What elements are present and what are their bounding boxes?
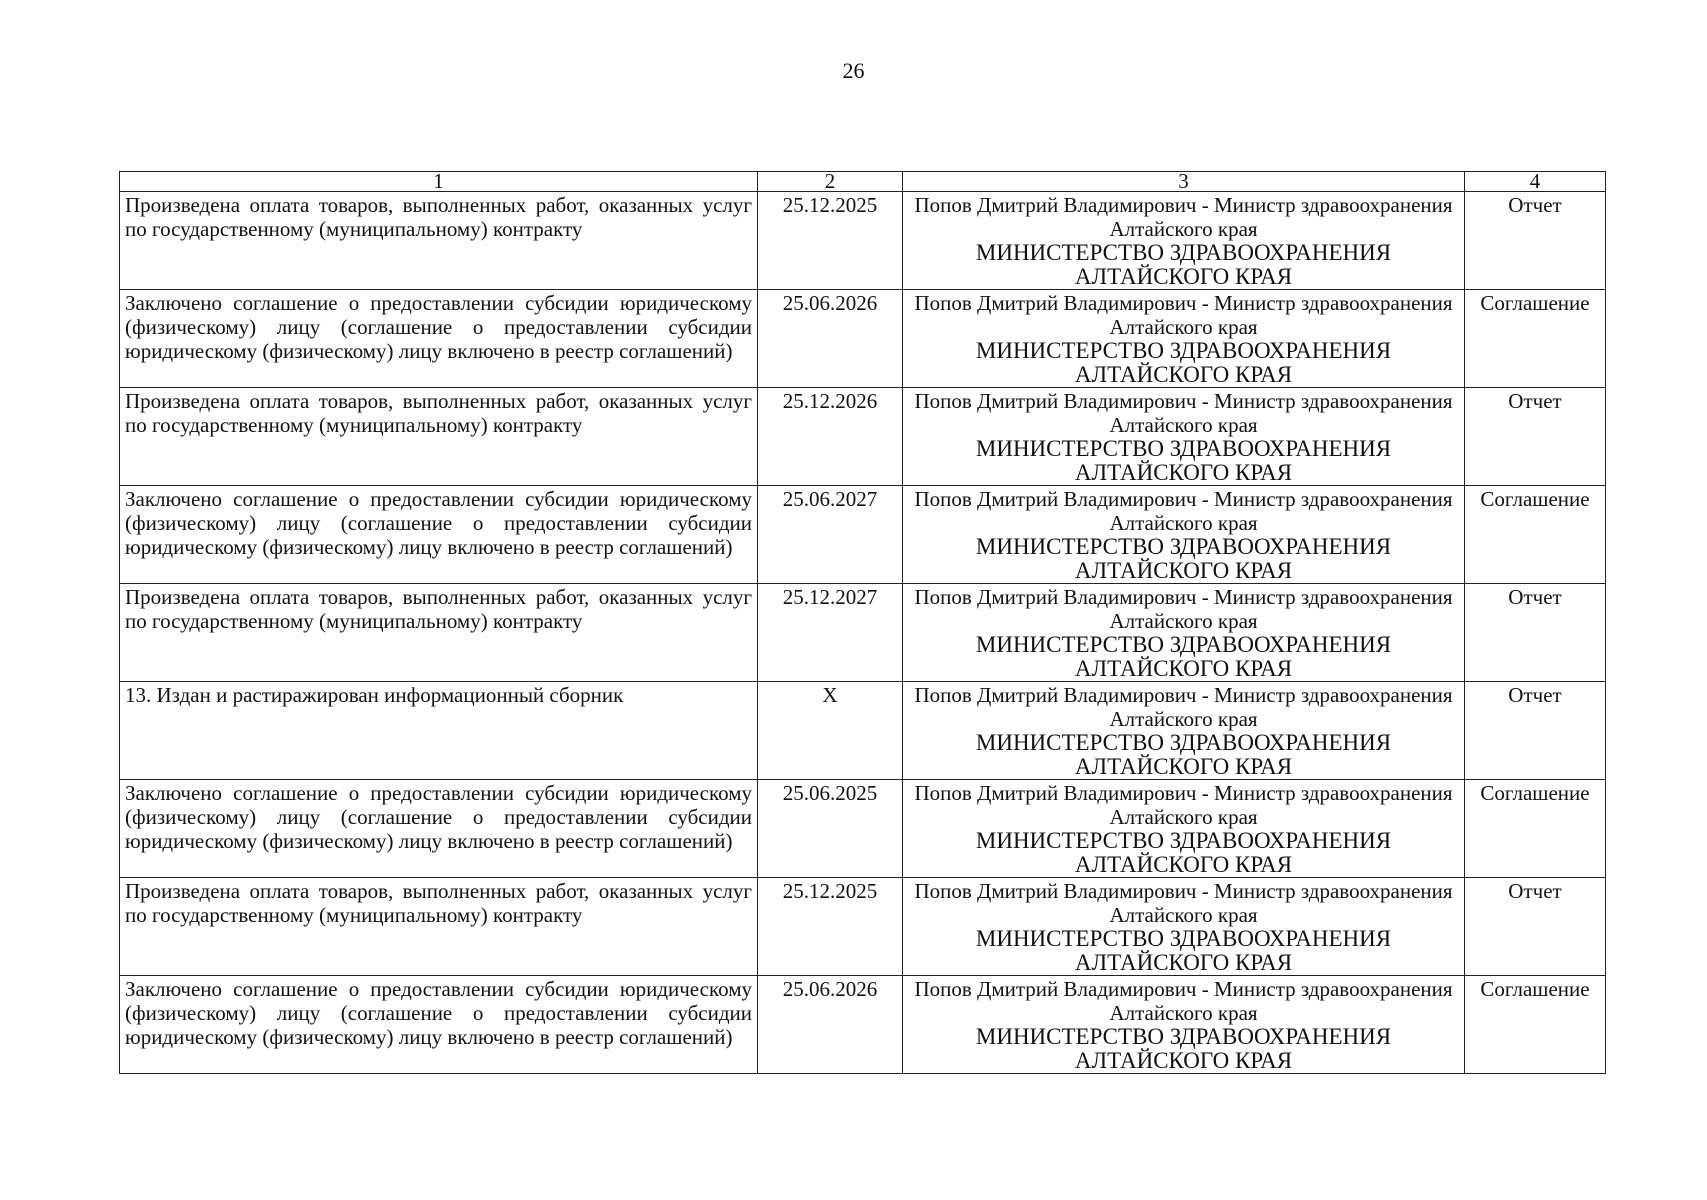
date-cell: 25.12.2026 — [758, 388, 903, 486]
date-cell: 25.12.2027 — [758, 584, 903, 682]
responsible-person: Попов Дмитрий Владимирович - Министр здравоохранения Алтайского края — [914, 193, 1453, 241]
responsible-person: Попов Дмитрий Владимирович - Министр здравоохранения Алтайского края — [914, 585, 1453, 633]
document-type-cell: Отчет — [1465, 682, 1606, 780]
header-row — [120, 172, 1606, 192]
responsible-cell — [903, 682, 1465, 780]
responsible-organization: МИНИСТЕРСТВО ЗДРАВООХРАНЕНИЯ АЛТАЙСКОГО КРАЯ — [975, 436, 1392, 485]
document-type-cell: Соглашение — [1465, 780, 1606, 878]
responsible-organization: МИНИСТЕРСТВО ЗДРАВООХРАНЕНИЯ АЛТАЙСКОГО КРАЯ — [975, 338, 1392, 387]
responsible-organization: МИНИСТЕРСТВО ЗДРАВООХРАНЕНИЯ АЛТАЙСКОГО КРАЯ — [975, 730, 1392, 779]
responsible-organization: МИНИСТЕРСТВО ЗДРАВООХРАНЕНИЯ АЛТАЙСКОГО КРАЯ — [975, 632, 1392, 681]
date-cell: 25.06.2026 — [758, 976, 903, 1074]
responsible-cell — [903, 878, 1465, 976]
responsible-person: Попов Дмитрий Владимирович - Министр здравоохранения Алтайского края — [914, 879, 1453, 927]
table-body — [120, 192, 1606, 1074]
responsible-cell — [903, 290, 1465, 388]
document-type-cell: Отчет — [1465, 192, 1606, 290]
responsible-organization: МИНИСТЕРСТВО ЗДРАВООХРАНЕНИЯ АЛТАЙСКОГО КРАЯ — [975, 828, 1392, 877]
event-cell: Заключено соглашение о предоставлении субсидии юридическому (физическому) лицу (соглашение о предоставлении субсидии юридическому (физическому) лицу включено в реестр соглашений) — [120, 290, 758, 388]
header-col-2: 2 — [758, 172, 903, 192]
header-col-1: 1 — [120, 172, 758, 192]
date-cell: X — [758, 682, 903, 780]
responsible-person: Попов Дмитрий Владимирович - Министр здравоохранения Алтайского края — [914, 389, 1453, 437]
table-row — [120, 192, 1606, 290]
event-cell: 13. Издан и растиражирован информационный сборник — [120, 682, 758, 780]
header-col-4: 4 — [1465, 172, 1606, 192]
date-cell: 25.06.2025 — [758, 780, 903, 878]
responsible-cell — [903, 388, 1465, 486]
event-cell: Произведена оплата товаров, выполненных работ, оказанных услуг по государственному (муниципальному) контракту — [120, 388, 758, 486]
event-cell: Заключено соглашение о предоставлении субсидии юридическому (физическому) лицу (соглашение о предоставлении субсидии юридическому (физическому) лицу включено в реестр соглашений) — [120, 486, 758, 584]
document-type-cell: Соглашение — [1465, 486, 1606, 584]
schedule-table — [119, 171, 1606, 1074]
event-cell: Произведена оплата товаров, выполненных работ, оказанных услуг по государственному (муниципальному) контракту — [120, 192, 758, 290]
table-row — [120, 388, 1606, 486]
header-col-3: 3 — [903, 172, 1465, 192]
page-number: 26 — [842, 58, 865, 83]
responsible-organization: МИНИСТЕРСТВО ЗДРАВООХРАНЕНИЯ АЛТАЙСКОГО КРАЯ — [975, 240, 1392, 289]
responsible-cell — [903, 486, 1465, 584]
event-cell: Произведена оплата товаров, выполненных работ, оказанных услуг по государственному (муниципальному) контракту — [120, 584, 758, 682]
table-row — [120, 878, 1606, 976]
table-row — [120, 976, 1606, 1074]
responsible-person: Попов Дмитрий Владимирович - Министр здравоохранения Алтайского края — [914, 977, 1453, 1025]
document-type-cell: Соглашение — [1465, 290, 1606, 388]
responsible-cell — [903, 780, 1465, 878]
responsible-cell — [903, 976, 1465, 1074]
responsible-organization: МИНИСТЕРСТВО ЗДРАВООХРАНЕНИЯ АЛТАЙСКОГО КРАЯ — [975, 926, 1392, 975]
table-row — [120, 780, 1606, 878]
date-cell: 25.12.2025 — [758, 192, 903, 290]
date-cell: 25.06.2027 — [758, 486, 903, 584]
document-type-cell: Отчет — [1465, 584, 1606, 682]
date-cell: 25.12.2025 — [758, 878, 903, 976]
document-type-cell: Соглашение — [1465, 976, 1606, 1074]
responsible-person: Попов Дмитрий Владимирович - Министр здравоохранения Алтайского края — [914, 683, 1453, 731]
table-row — [120, 584, 1606, 682]
responsible-person: Попов Дмитрий Владимирович - Министр здравоохранения Алтайского края — [914, 487, 1453, 535]
date-cell: 25.06.2026 — [758, 290, 903, 388]
responsible-cell — [903, 192, 1465, 290]
event-cell: Заключено соглашение о предоставлении субсидии юридическому (физическому) лицу (соглашение о предоставлении субсидии юридическому (физическому) лицу включено в реестр соглашений) — [120, 780, 758, 878]
table-row — [120, 486, 1606, 584]
event-cell: Заключено соглашение о предоставлении субсидии юридическому (физическому) лицу (соглашение о предоставлении субсидии юридическому (физическому) лицу включено в реестр соглашений) — [120, 976, 758, 1074]
responsible-person: Попов Дмитрий Владимирович - Министр здравоохранения Алтайского края — [914, 781, 1453, 829]
document-type-cell: Отчет — [1465, 878, 1606, 976]
responsible-organization: МИНИСТЕРСТВО ЗДРАВООХРАНЕНИЯ АЛТАЙСКОГО КРАЯ — [975, 534, 1392, 583]
document-type-cell: Отчет — [1465, 388, 1606, 486]
table-row — [120, 290, 1606, 388]
table-row — [120, 682, 1606, 780]
responsible-person: Попов Дмитрий Владимирович - Министр здравоохранения Алтайского края — [914, 291, 1453, 339]
responsible-organization: МИНИСТЕРСТВО ЗДРАВООХРАНЕНИЯ АЛТАЙСКОГО КРАЯ — [975, 1024, 1392, 1073]
event-cell: Произведена оплата товаров, выполненных работ, оказанных услуг по государственному (муниципальному) контракту — [120, 878, 758, 976]
responsible-cell — [903, 584, 1465, 682]
